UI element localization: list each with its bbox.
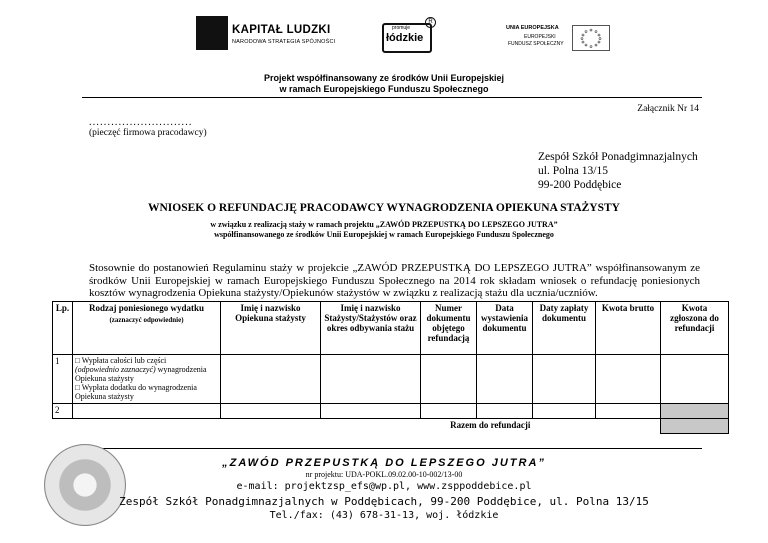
footer-contact: e-mail: projektzsp_efs@wp.pl, www.zsppoddebice.pl [236, 481, 532, 492]
lodzkie-logo-big-text: łódzkie [386, 32, 424, 44]
row1-claimed-cell[interactable] [661, 355, 729, 404]
option-full-salary-checkbox[interactable]: □ Wypłata całości lub części [75, 356, 167, 365]
table-header-row [53, 302, 729, 355]
footer-project-number: nr projektu: UDA-POKL.09.02.00-10-002/13-00 [305, 470, 463, 479]
col-claimed-header: Kwota zgłoszona do refundacji [661, 302, 729, 355]
row1-lp: 1 [53, 355, 73, 404]
row2-claimed-cell[interactable] [661, 404, 729, 419]
project-cofinanced-line1: Projekt współfinansowany ze środków Unii Europejskiej [263, 73, 505, 83]
eu-logo [506, 25, 614, 55]
option-note: (odpowiednio zaznaczyć) [75, 365, 156, 374]
table-sum-row [53, 419, 729, 434]
eu-flag-icon [572, 25, 610, 51]
stamp-dots: ............................ [89, 117, 193, 128]
row2-doc-number-cell[interactable] [421, 404, 477, 419]
col-lp-header: Lp. [53, 302, 73, 355]
option-bonus-checkbox[interactable]: □ Wypłata dodatku do wynagrodzenia Opiekuna stażysty [75, 383, 197, 401]
address-line-3: 99-200 Poddębice [538, 179, 622, 191]
refund-table [52, 301, 729, 434]
col-gross-header: Kwota brutto [596, 302, 661, 355]
col-payment-dates-header: Daty zapłaty dokumentu [533, 302, 596, 355]
table-row [53, 404, 729, 419]
footer-school-address: Zespół Szkół Ponadgimnazjalnych w Poddębicach, 99-200 Poddębice, ul. Polna 13/15 [119, 495, 649, 508]
registered-icon: R [425, 17, 436, 28]
footer-project-name: „ZAWÓD PRZEPUSTKĄ DO LEPSZEGO JUTRA” [222, 457, 546, 469]
request-paragraph: Stosownie do postanowień Regulaminu staży w projekcie „ZAWÓD PRZEPUSTKĄ DO LEPSZEGO JUTRA” współfinansowanym ze środków Unii Europejskiej w ramach Europejskiego Funduszu Społecznego na 2014 rok składam wniosek o refundację poniesionych kosztów wynagrodzenia Opiekuna stażysty/Opiekunów stażystów w związku z realizacją stażu dla ucznia/uczniów. [89, 262, 700, 299]
footer-phone: Tel./fax: (43) 678-31-13, woj. łódzkie [269, 510, 499, 521]
row2-mentor-cell[interactable] [221, 404, 321, 419]
row1-trainee-cell[interactable] [321, 355, 421, 404]
row2-gross-cell[interactable] [596, 404, 661, 419]
kapital-ludzki-logo [196, 16, 336, 56]
project-cofinanced-line2: w ramach Europejskiego Funduszu Społecznego [279, 84, 489, 94]
row1-doc-date-cell[interactable] [477, 355, 533, 404]
stamp-label: (pieczęć firmowa pracodawcy) [89, 128, 207, 138]
kapital-ludzki-subtitle: NARODOWA STRATEGIA SPÓJNOŚCI [232, 39, 336, 45]
row2-expense-type[interactable] [73, 404, 221, 419]
sum-value-cell[interactable] [661, 419, 729, 434]
sum-label: Razem do refundacji [321, 419, 661, 434]
option-full-salary-rest: wynagrodzenia Opiekuna stażysty [75, 365, 207, 383]
address-line-2: ul. Polna 13/15 [538, 165, 608, 177]
recipient-address [538, 150, 698, 192]
row1-mentor-cell[interactable] [221, 355, 321, 404]
row2-payment-date-cell[interactable] [533, 404, 596, 419]
row1-expense-type [73, 355, 221, 404]
row2-doc-date-cell[interactable] [477, 404, 533, 419]
lodzkie-logo-small-text: promuje [392, 25, 411, 31]
col-doc-number-header: Numer dokumentu objętego refundacją [421, 302, 477, 355]
row2-lp: 2 [53, 404, 73, 419]
col-type-note: (zaznaczyć odpowiednie) [109, 316, 184, 324]
footer-divider [82, 448, 702, 449]
col-mentor-header: Imię i nazwisko Opiekuna stażysty [221, 302, 321, 355]
document-title: WNIOSEK O REFUNDACJĘ PRACODAWCY WYNAGRODZENIA OPIEKUNA STAŻYSTY [148, 202, 620, 214]
header-divider [82, 97, 702, 98]
row1-doc-number-cell[interactable] [421, 355, 477, 404]
address-line-1: Zespół Szkół Ponadgimnazjalnych [538, 151, 698, 163]
subtitle-line-1: w związku z realizacją staży w ramach projektu „ZAWÓD PRZEPUSTKĄ DO LEPSZEGO JUTRA” [210, 220, 558, 229]
row1-gross-cell[interactable] [596, 355, 661, 404]
col-type-header: Rodzaj poniesionego wydatku (zaznaczyć odpowiednie) [73, 302, 221, 355]
col-trainee-header: Imię i nazwisko Stażysty/Stażystów oraz okres odbywania stażu [321, 302, 421, 355]
kapital-ludzki-title: KAPITAŁ LUDZKI [232, 24, 331, 36]
eu-logo-line1: UNIA EUROPEJSKA [506, 25, 559, 31]
kapital-ludzki-emblem-icon [196, 16, 228, 50]
eu-logo-line3: FUNDUSZ SPOŁECZNY [508, 41, 564, 47]
col-doc-date-header: Data wystawienia dokumentu [477, 302, 533, 355]
eu-logo-line2: EUROPEJSKI [524, 34, 556, 40]
attachment-number: Załącznik Nr 14 [637, 104, 699, 114]
row2-trainee-cell[interactable] [321, 404, 421, 419]
lodzkie-logo [378, 15, 438, 53]
document-subtitle [0, 220, 768, 240]
row1-payment-date-cell[interactable] [533, 355, 596, 404]
subtitle-line-2: współfinansowanego ze środków Unii Europejskiej w ramach Europejskiego Funduszu Społecznego [214, 230, 554, 239]
